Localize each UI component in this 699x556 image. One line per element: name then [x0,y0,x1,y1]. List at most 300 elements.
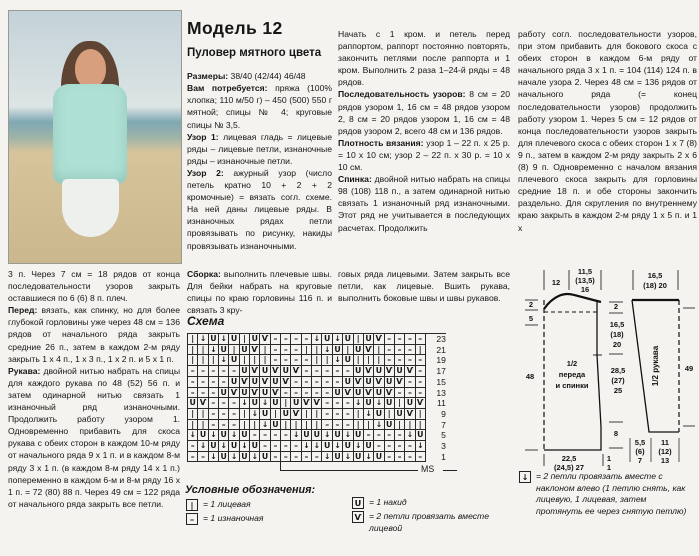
chart-cell: U [229,441,239,452]
chart-cell: | [281,398,291,409]
chart-rapport-label: MS [421,464,435,474]
chart-cell: – [271,430,281,441]
chart-cell: U [260,366,270,377]
chart-cell: – [405,441,415,452]
chart-cell: U [302,430,312,441]
chart-cell: – [333,366,343,377]
body-shoulder-width-2: (13,5) [575,276,595,285]
chart-cell: – [343,420,353,431]
legend-item-text: = 2 петли провязать вместе с наклоном влево (1 петлю снять, как лицевую, 1 лицевая, затем протянуть ее через снятую петлю) [536,471,687,516]
paragraph-text: вязать, как спинку, но для более глубокой горловины уже через 48 см = 136 рядов от начального ряда закрыть средние 26 п., затем в каждом 2-м ряду закрыть 1 х 4 п., 1 х 3 п., 1 х 2 п. и 5 х 1 п. [8,305,180,364]
body-piece-label-2: переда [558,370,586,379]
chart-cell: – [229,366,239,377]
chart-cell: U [260,452,270,463]
photo-model-skirt [62,179,119,237]
chart-cell: – [405,388,415,399]
column-materials [187,18,332,252]
chart-cell: Ѵ [364,388,374,399]
chart-cell: ↓ [250,409,260,420]
chart-cell: Ѵ [198,398,208,409]
chart-cell: | [188,355,198,366]
chart-cell: Ѵ [250,366,260,377]
chart-cell: Ѵ [364,366,374,377]
chart-cell: – [395,355,405,366]
chart-row [188,345,446,356]
chart-row-number: 13 [436,387,446,398]
chart-cell: U [364,441,374,452]
chart-cell: – [271,334,281,345]
chart-cell: Ѵ [385,366,395,377]
body-notch-1: 1 [606,454,612,463]
column-assembly-continued [338,268,510,304]
chart-cell: – [385,441,395,452]
paragraph-sequence [338,88,510,136]
chart-cell: – [322,388,332,399]
chart-cell: U [374,452,384,463]
chart-cell: – [291,377,301,388]
model-photo [8,10,182,264]
chart-cell: | [322,355,332,366]
paragraph-text: работу согл. последовательности узоров, при этом прибавить для бокового скоса с обеих сторон в каждом 6-м ряду от начального ряда 3 х 1 п. = 104 (114) 124 п. в начале узора 2. Через 48 см = 136 рядов от начального ряда (= конец последовательности узоров) продолжить работу узором 1. Через 5 см = 12 рядов от конца последовательности узоров закрыть для плечевого скоса с обеих сторон 1 х 7 (8) 9 п., затем в каждом 2-м ряду закрыть 2 х 6 (8) 9 п. Одновременно с началом вязания плечевого скоса закрыть для горловины средние 18 п. и обе стороны закончить раздельно. Для скругления по внутреннему краю закрыть в каждом 2-м ряду 1 х 5 п. и 1 х [518,29,697,233]
chart-cell: ↓ [219,355,229,366]
chart-row [188,430,446,441]
chart-cell: | [416,420,426,431]
paragraph-shoulders [8,268,180,304]
sleeve-slant-width-1: 5,5 [634,438,646,447]
chart-cell: – [260,441,270,452]
chart-cell: Ѵ [250,345,260,356]
legend-item-text: = 1 накид [369,497,407,507]
paragraph-pattern1 [187,131,332,167]
chart-cell: ↓ [374,398,384,409]
chart-cell: Ѵ [260,334,270,345]
chart-cell: – [302,452,312,463]
paragraph-rapport [338,28,510,88]
chart-cell: – [188,452,198,463]
paragraph-lead: Рукава: [8,365,41,376]
chart-cell: – [416,388,426,399]
body-slit-height: 8 [613,429,619,438]
k2tog-symbol-icon: Ѵ [352,511,364,523]
chart-cell: – [219,409,229,420]
column-instructions-2 [518,28,697,234]
chart-row-number: 11 [436,398,446,409]
chart-cell: – [395,452,405,463]
chart-cell: – [385,334,395,345]
sleeve-slant-width-2: (6) [635,447,645,456]
chart-cell: – [281,430,291,441]
chart-cell: – [209,409,219,420]
chart-cell: ↓ [322,345,332,356]
chart-cell: | [374,355,384,366]
chart-cell: – [188,377,198,388]
chart-cell: – [333,420,343,431]
body-yoke-1: 16,5 [609,320,625,329]
chart-cell: | [302,420,312,431]
chart-row [188,420,446,431]
chart-cell: U [219,452,229,463]
chart-cell: U [374,366,384,377]
chart-cell: – [395,388,405,399]
pattern-title: Модель 12 [187,18,283,38]
chart-cell: | [250,355,260,366]
chart-cell: – [281,345,291,356]
chart-cell: ↓ [354,441,364,452]
chart-cell: | [240,409,250,420]
chart-cell: U [343,377,353,388]
chart-cell: U [395,409,405,420]
chart-cell: ↓ [374,420,384,431]
chart-cell: – [322,409,332,420]
chart-cell: – [302,355,312,366]
chart-cell: – [271,345,281,356]
chart-cell: U [322,334,332,345]
chart-cell: Ѵ [374,334,384,345]
chart-cell: – [219,377,229,388]
paragraph-back-continued [518,28,697,234]
chart-cell: ↓ [333,441,343,452]
sleeve-cuff-width-3: 13 [660,456,670,465]
skp-symbol-icon: ↓ [519,471,531,483]
chart-cell: | [260,355,270,366]
chart-cell: | [198,409,208,420]
sleeve-cuff-width-2: (12) [658,447,672,456]
body-yoke-2: (18) [610,330,624,339]
chart-cell: ↓ [416,441,426,452]
sleeve-cuff-width-1: 11 [661,438,669,447]
chart-cell: – [291,355,301,366]
chart-cell: U [281,409,291,420]
chart-cell: – [416,355,426,366]
chart-cell: – [322,377,332,388]
chart-cell: ↓ [240,398,250,409]
paragraph-text: узор 1 – 22 п. х 25 р. = 10 х 10 см; узор 2 – 22 п. х 30 р. = 10 х 10 см. [338,137,511,173]
chart-cell: – [229,409,239,420]
chart-cell: – [405,377,415,388]
chart-cell: ↓ [198,334,208,345]
chart-cell: Ѵ [354,377,364,388]
chart-cell: – [416,366,426,377]
chart-cell: U [219,430,229,441]
chart-row [188,441,446,452]
chart-cell: U [405,398,415,409]
chart-cell: | [354,334,364,345]
chart-cell: | [302,345,312,356]
legend-group-2 [352,497,498,536]
chart-cell: U [229,334,239,345]
sleeve-piece-label: 1/2 рукава [651,345,660,387]
body-front-neck-depth: 5 [528,314,534,323]
chart-cell: – [312,377,322,388]
chart-cell: U [364,334,374,345]
chart-cell: – [291,388,301,399]
chart-cell: – [395,334,405,345]
chart-cell: – [281,452,291,463]
chart-cell: U [385,398,395,409]
chart-row [188,388,446,399]
chart-cell: ↓ [312,334,322,345]
chart-cell: | [271,409,281,420]
chart-cell: U [354,345,364,356]
chart-cell: Ѵ [416,398,426,409]
chart-cell: U [240,452,250,463]
chart-cell: U [209,334,219,345]
chart-cell: U [354,366,364,377]
chart-cell: | [188,345,198,356]
chart-cell: U [229,355,239,366]
chart-cell: – [198,377,208,388]
chart-cell: – [312,452,322,463]
chart-cell: ↓ [209,345,219,356]
chart-cell: – [271,355,281,366]
chart-cell: U [271,420,281,431]
column-instructions-3 [8,268,180,510]
purl-symbol-icon: – [186,513,198,525]
chart-cell: – [281,334,291,345]
chart-cell: U [260,388,270,399]
chart-cell: | [291,420,301,431]
paragraph-lead: Последовательность узоров: [338,89,466,100]
chart-cell: – [188,388,198,399]
chart-cell: – [385,452,395,463]
chart-row [188,452,446,463]
chart-cell: | [395,398,405,409]
chart-cell: – [385,345,395,356]
chart-cell: | [240,355,250,366]
chart-cell: – [281,441,291,452]
chart-cell: | [374,345,384,356]
chart-row-number: 23 [436,334,446,344]
chart-cell: Ѵ [374,377,384,388]
chart-cell: – [416,377,426,388]
chart-cell: ↓ [312,441,322,452]
chart-cell: U [260,409,270,420]
chart-cell: – [198,366,208,377]
legend-item-purl [186,513,336,525]
chart-cell: U [364,398,374,409]
chart-cell: Ѵ [395,377,405,388]
legend-item-knit [186,499,336,511]
body-back-neck-depth: 2 [528,300,534,309]
chart-cell: – [209,420,219,431]
chart-cell: ↓ [209,430,219,441]
paragraph-text: Начать с 1 кром. и петель перед раппортом, раппорт постоянно повторять, закончить петлями после раппорта и 1 кром. Выполнить 2 раза 1–24-й ряды = 48 рядов. [338,29,510,88]
chart-cell: U [312,430,322,441]
chart-cell: U [374,388,384,399]
chart-cell: – [405,334,415,345]
paragraph-lead: Сборка: [187,269,221,279]
chart-cell: U [229,377,239,388]
chart-cell: | [188,409,198,420]
paragraph-sleeves [8,365,180,510]
paragraph-assembly-continued [338,268,510,304]
chart-cell: ↓ [291,430,301,441]
chart-row-number: 1 [441,451,446,462]
chart-cell: – [322,366,332,377]
chart-cell: | [260,345,270,356]
chart-cell: U [281,366,291,377]
chart-cell: Ѵ [405,409,415,420]
body-length: 48 [525,372,535,381]
column-assembly [187,268,332,316]
chart-cell: U [333,430,343,441]
chart-cell: U [354,388,364,399]
chart-cell: ↓ [198,441,208,452]
chart-cell: | [188,334,198,345]
chart-row-number: 19 [436,355,446,366]
chart-cell: | [198,420,208,431]
chart-cell: – [395,345,405,356]
chart-cell: ↓ [343,452,353,463]
chart-cell: – [333,377,343,388]
chart-cell: | [240,420,250,431]
body-yoke-3: 20 [612,340,622,349]
chart-cell: Ѵ [281,377,291,388]
chart-cell: – [385,430,395,441]
chart-cell: – [229,398,239,409]
chart-cell: U [343,334,353,345]
chart-cell: | [312,345,322,356]
chart-cell: – [271,452,281,463]
sleeve-length: 49 [684,364,694,373]
chart-row-number: 9 [441,408,446,419]
body-shoulder-width-3: 16 [580,285,590,294]
chart-cell: ↓ [219,334,229,345]
paragraph-lead: Узор 1: [187,131,219,142]
garment-schematics [517,264,699,472]
chart-cell: – [260,430,270,441]
chart-cell: – [343,398,353,409]
chart-row [188,355,446,366]
pattern-subtitle: Пуловер мятного цвета [187,47,322,60]
chart-cell: – [209,377,219,388]
chart-cell: | [281,420,291,431]
paragraph-yarn [187,82,332,130]
chart-cell: ↓ [333,355,343,366]
legend-item-skp [519,471,695,517]
chart-cell: – [302,366,312,377]
chart-row-number: 3 [441,441,446,452]
chart-cell: ↓ [364,452,374,463]
chart-cell: – [198,452,208,463]
paragraph-lead: Перед: [8,305,38,316]
chart-cell: U [343,441,353,452]
chart-cell: – [374,441,384,452]
chart-cell: – [322,398,332,409]
column-instructions-1 [338,28,510,234]
chart-cell: ↓ [250,452,260,463]
chart-row-number: 5 [441,430,446,441]
paragraph-lead: Плотность вязания: [338,137,424,148]
legend-group-3 [519,471,695,519]
chart-cell: | [209,355,219,366]
chart-cell: Ѵ [250,388,260,399]
chart-cell: U [250,398,260,409]
chart-cell: – [198,388,208,399]
chart-cell: U [395,366,405,377]
legend-item-text: = 2 петли провязать вместе лицевой [369,511,489,533]
chart-cell: U [209,441,219,452]
body-schematic [525,267,625,472]
chart-cell: – [302,388,312,399]
chart-cell: U [354,452,364,463]
chart-cell: U [385,377,395,388]
chart-cell: U [364,377,374,388]
chart-cell: ↓ [354,398,364,409]
body-neck-width: 12 [551,278,561,287]
chart-cell: – [219,398,229,409]
chart-cell: Ѵ [240,377,250,388]
paragraph-lead: Спинка: [338,174,372,185]
lace-chart [187,333,446,462]
chart-cell: | [354,420,364,431]
chart-row-number: 21 [436,344,446,355]
chart-cell: – [374,430,384,441]
chart-cell: – [281,388,291,399]
legend-item-yarn-over [352,497,498,509]
chart-cell: U [343,355,353,366]
chart-cell: | [312,355,322,366]
paragraph-text: пряжа (100% хлопка; 110 м/50 г) – 450 (500) 550 г мятной; спицы № 4; круговые спицы № 3,5. [187,83,332,130]
chart-cell: ↓ [405,430,415,441]
chart-cell: – [333,409,343,420]
chart-cell: | [364,355,374,366]
chart-cell: ↓ [322,430,332,441]
chart-cell: – [343,366,353,377]
chart-cell: Ѵ [291,366,301,377]
chart-cell: U [240,345,250,356]
chart-cell: – [291,452,301,463]
chart-cell: | [364,420,374,431]
chart-cell: ↓ [302,441,312,452]
sleeve-slant-width-3: 7 [637,456,643,465]
chart-cell: – [250,430,260,441]
chart-cell: U [271,398,281,409]
paragraph-text: двойной нитью набрать на спицы 98 (108) 118 п., а затем одинарной нитью связать 1 изнаночный ряд изнаночными. Этот ряд не учитывается в последующих расчетах. Продолжить [338,174,510,233]
body-bottom-width-1: 22,5 [561,454,577,463]
sleeve-schematic [630,270,695,465]
chart-cell: – [395,430,405,441]
chart-cell: – [229,420,239,431]
chart-cell: – [188,366,198,377]
chart-cell: – [291,334,301,345]
chart-cell: – [405,355,415,366]
chart-cell: Ѵ [364,345,374,356]
chart-cell: | [198,355,208,366]
paragraph-lead: Размеры: [187,71,229,82]
chart-cell: U [271,377,281,388]
body-notch-2: 1 [606,463,612,472]
chart-cell: U [322,441,332,452]
chart-cell: ↓ [188,430,198,441]
paragraph-text: выполнить плечевые швы. Для бейки набрать на круговые спицы по краю горловины 116 п. и связать 3 кру- [187,269,332,316]
chart-cell: – [209,398,219,409]
chart-cell: | [405,420,415,431]
chart-row [188,409,446,420]
chart-cell: – [271,441,281,452]
body-side-3: 25 [613,386,623,395]
chart-cell: ↓ [240,441,250,452]
chart-cell: Ѵ [302,398,312,409]
chart-cell: – [416,334,426,345]
chart-cell: | [188,420,198,431]
paragraph-text: 8 см = 20 рядов узором 1, 16 см = 48 рядов узором 2, 8 см = 20 рядов узором 1, 16 см = 48 рядов узором 2, всего 48 см и 136 рядов. [338,89,510,136]
chart-row [188,334,446,345]
chart-rapport-bracket-end [443,470,457,471]
chart-cell: – [281,355,291,366]
chart-cell: | [240,334,250,345]
chart-cell: – [405,345,415,356]
